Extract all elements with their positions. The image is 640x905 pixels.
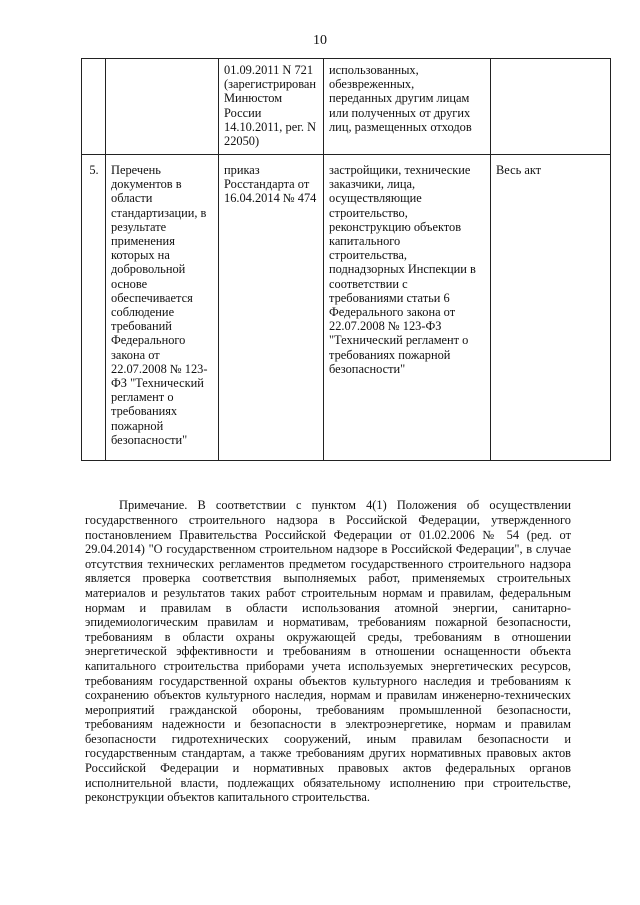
document-name-cell: Перечень документов в области стандартизации, в результате применения которых на добровольной основе обеспечивается соблюдение требований Федерального закона от 22.07.2008 № 123- ФЗ "Технический регламент о требованиях пожарной безопасности" <box>106 155 219 461</box>
subjects-cell: использованных, обезвреженных, переданных другим лицам или полученных от других лиц, размещенных отходов <box>324 59 491 155</box>
row-number-cell <box>82 59 106 155</box>
legal-act-cell: приказ Росстандарта от 16.04.2014 № 474 <box>219 155 324 461</box>
scope-cell: Весь акт <box>491 155 611 461</box>
row-number-cell: 5. <box>82 155 106 461</box>
document-name-cell <box>106 59 219 155</box>
table-row <box>82 59 611 155</box>
page-number: 10 <box>313 33 327 48</box>
scope-cell <box>491 59 611 155</box>
table-row <box>82 155 611 461</box>
regulations-table <box>81 58 611 461</box>
note-paragraph: Примечание. В соответствии с пунктом 4(1) Положения об осуществлении государственного строительного надзора в Российской Федерации, утвержденного постановлением Правительства Российской Федерации от 01.02.2006 № 54 (ред. от 29.04.2014) "О государственном строительном надзоре в Российской Федерации", в случае отсутствия технических регламентов предметом государственного строительного надзора является проверка соответствия выполняемых работ, применяемых строительных материалов и результатов таких работ строительным нормам и правилам, федеральным нормам и правилам в области использования атомной энергии, санитарно-эпидемиологическим правилам и нормативам, требованиям пожарной безопасности, требованиям в области охраны окружающей среды, требованиям в отношении энергетической эффективности и требованиям в отношении оснащенности объекта капитального строительства приборами учета используемых энергетических ресурсов, требованиям государственной охраны объектов культурного наследия и требованиям к сохранению объектов культурного наследия, нормам и правилам инженерно-технических мероприятий гражданской обороны, требованиям промышленной безопасности, требованиям надежности и безопасности в электроэнергетике, нормам и правилам безопасности гидротехнических сооружений, иным правилам безопасности и государственным стандартам, а также требованиям других нормативных правовых актов Российской Федерации и нормативных правовых актов федеральных органов исполнительной власти, подлежащих обязательному исполнению при строительстве, реконструкции объектов капитального строительства. <box>85 498 571 805</box>
legal-act-cell: 01.09.2011 N 721 (зарегистрирован Минюстом России 14.10.2011, рег. N 22050) <box>219 59 324 155</box>
subjects-cell: застройщики, технические заказчики, лица, осуществляющие строительство, реконструкцию объектов капитального строительства, поднадзорных Инспекции в соответствии с требованиями статьи 6 Федерального закона от 22.07.2008 № 123-ФЗ "Технический регламент о требованиях пожарной безопасности" <box>324 155 491 461</box>
